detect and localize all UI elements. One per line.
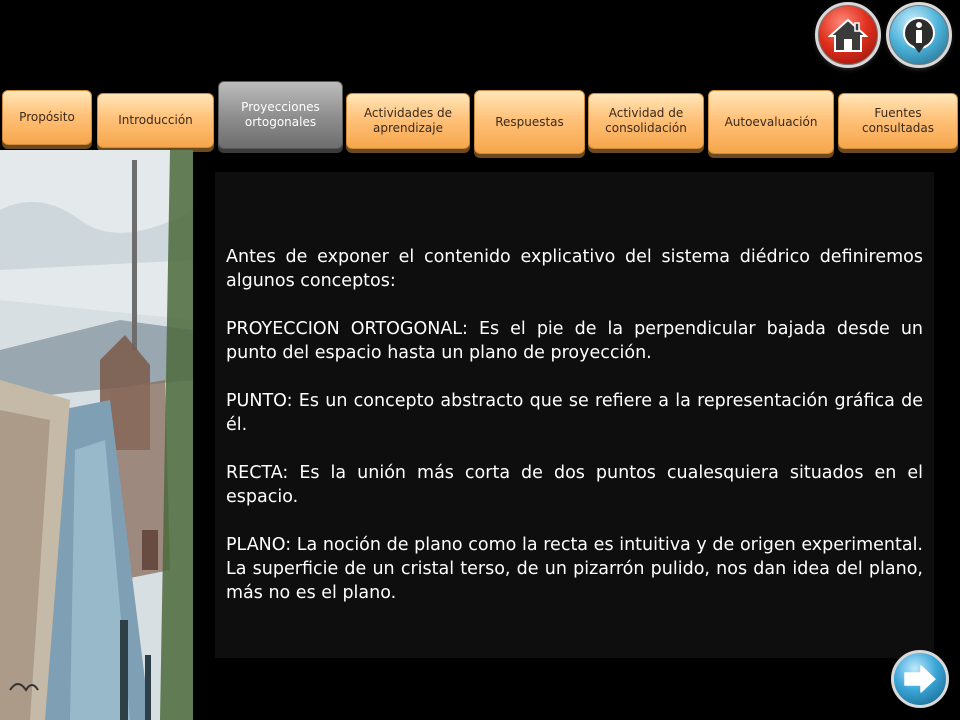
tab-introduccion[interactable] [97,93,214,148]
tab-label: Actividad de consolidación [605,106,687,135]
content-panel [215,172,934,658]
tab-label: Proyecciones ortogonales [241,100,320,129]
paragraph-proyeccion-ortogonal: PROYECCION ORTOGONAL: Es el pie de la perpendicular bajada desde un punto del espacio hasta un plano de proyección. [226,319,923,363]
paragraph-plano: PLANO: La noción de plano como la recta es intuitiva y de origen experimental. La superficie de un cristal terso, de un pizarrón pulido, nos dan idea del plano, más no es el plano. [226,535,923,603]
tab-label: Respuestas [495,114,564,129]
tab-label: Introducción [118,113,193,127]
tab-proposito[interactable] [2,90,92,145]
tab-actividad-de-consolidacion[interactable] [588,93,704,149]
tab-proyecciones-ortogonales[interactable] [218,81,343,149]
info-button[interactable] [886,2,952,68]
paragraph-punto: PUNTO: Es un concepto abstracto que se refiere a la representación gráfica de él. [226,391,923,435]
home-button[interactable] [815,2,881,68]
tab-actividades-de-aprendizaje[interactable] [346,93,470,149]
tab-label: Autoevaluación [724,114,818,129]
paragraph-intro: Antes de exponer el contenido explicativo del sistema diédrico definiremos algunos conceptos: [226,247,923,291]
tab-respuestas[interactable] [474,90,585,154]
tab-label: Propósito [19,110,75,124]
tab-label: Actividades de aprendizaje [363,106,453,135]
arrow-right-icon [903,664,937,694]
home-icon [828,17,868,53]
tab-label: Fuentes consultadas [861,106,935,135]
tab-autoevaluacion[interactable] [708,90,834,154]
next-button[interactable] [891,650,949,708]
content-text [226,245,923,629]
info-icon [901,15,937,55]
canal-painting [0,150,193,720]
tab-fuentes-consultadas[interactable] [838,93,958,149]
paragraph-recta: RECTA: Es la unión más corta de dos puntos cualesquiera situados en el espacio. [226,463,923,507]
